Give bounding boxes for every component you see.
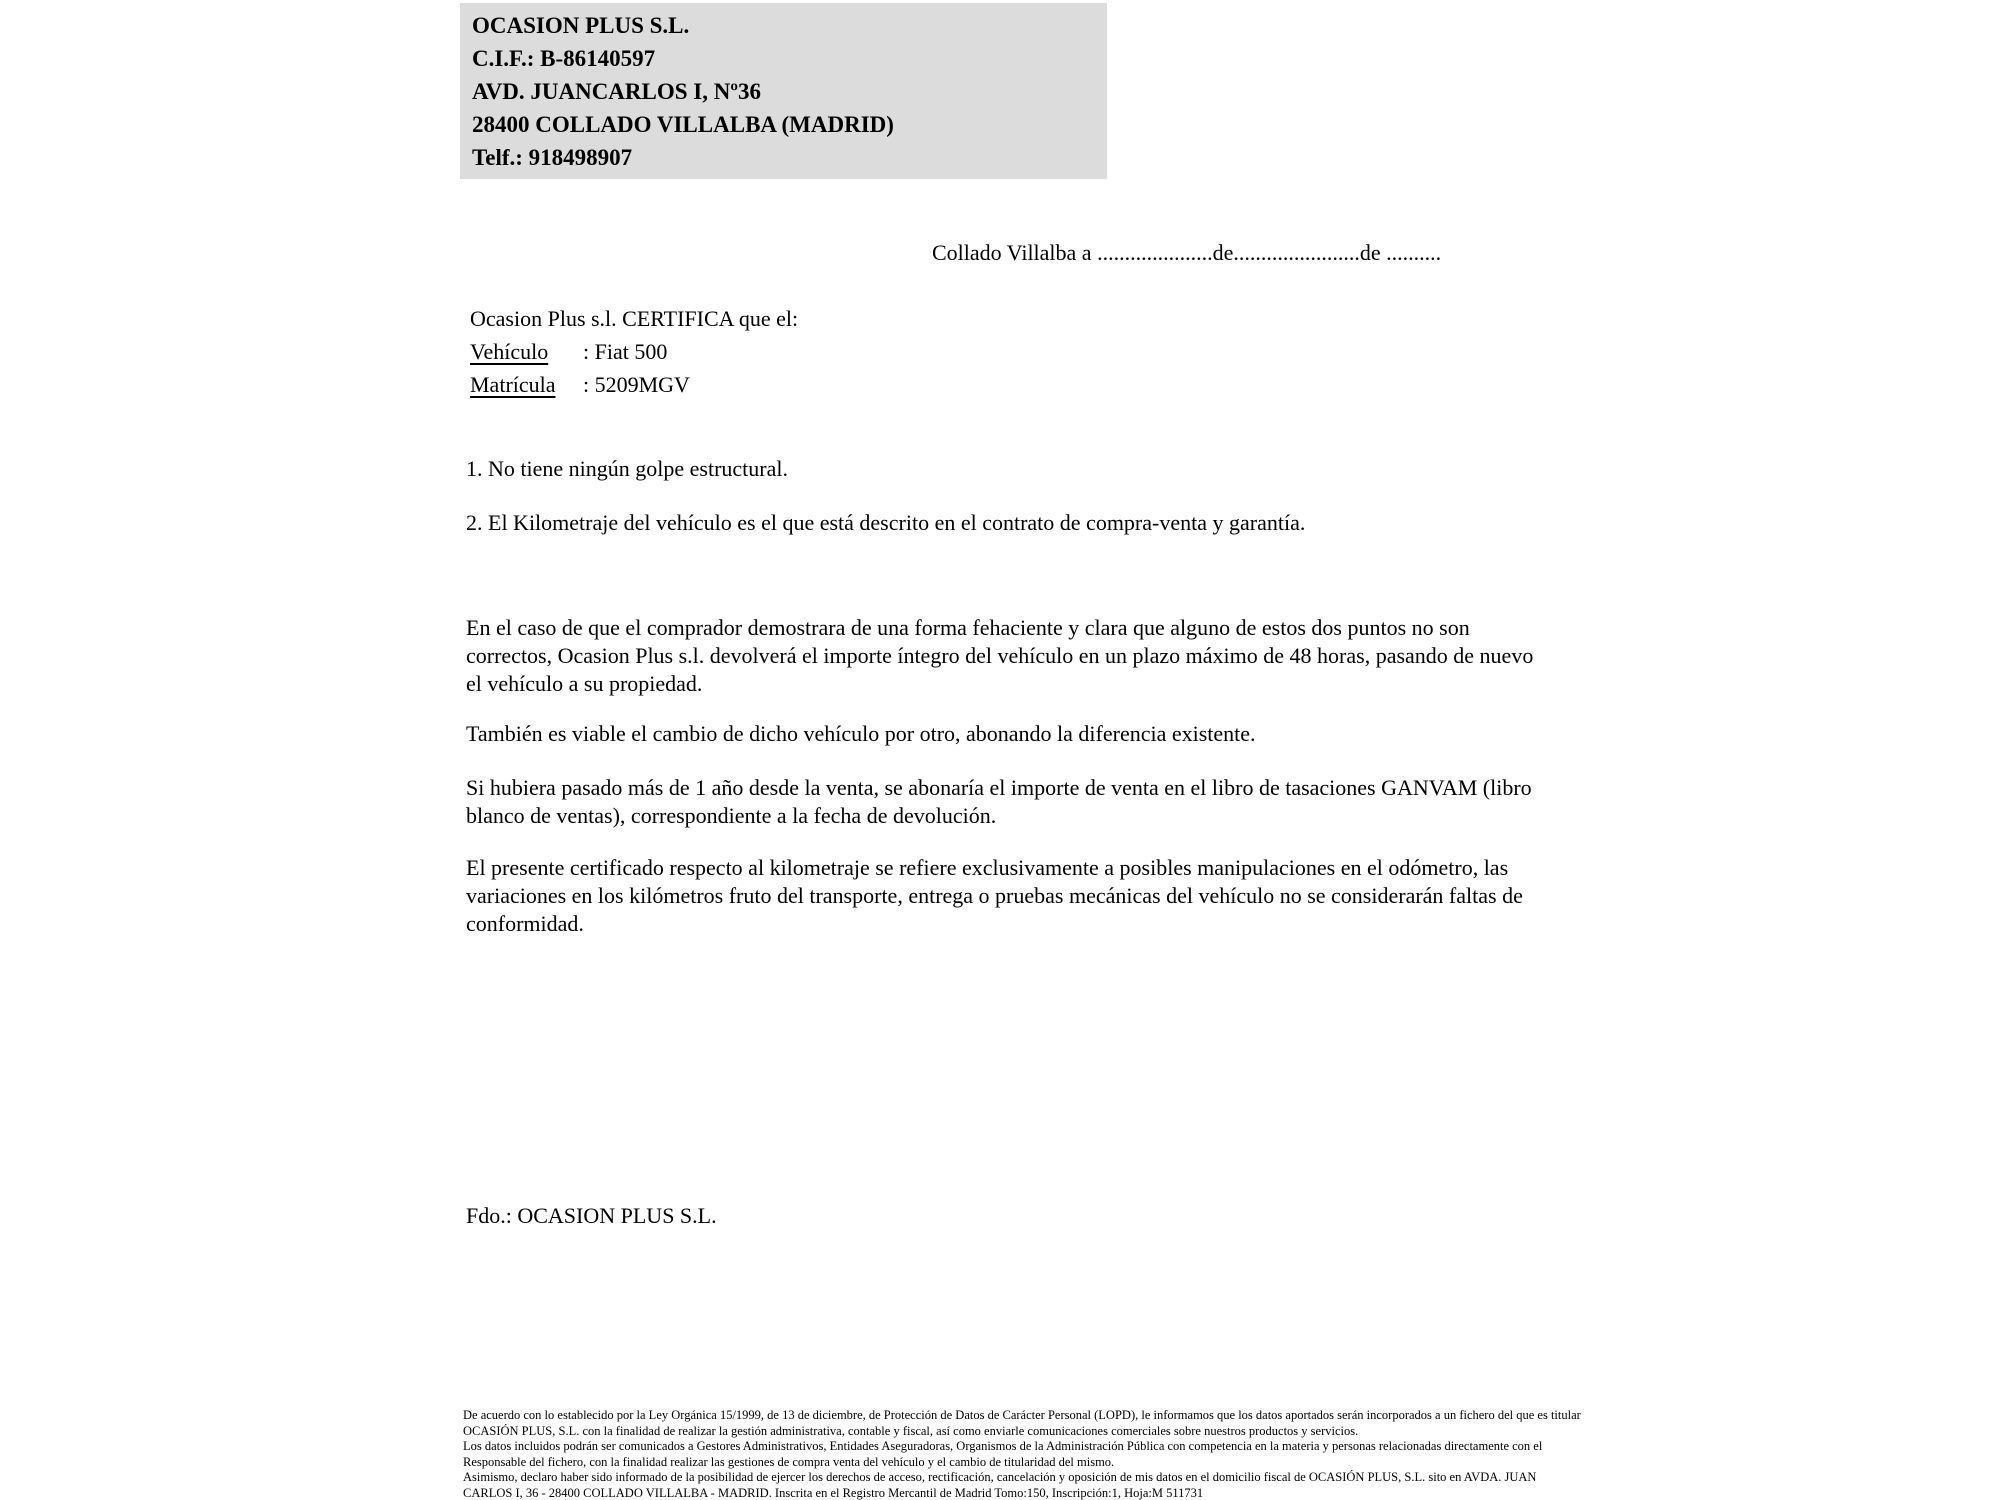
legal-footer-line-3: Los datos incluidos podrán ser comunicados a Gestores Administrativos, Entidades Aseguradoras, Organismos de la Administración Pública con competencia en la materia y personas relacionadas directamente con el xyxy=(463,1439,1543,1453)
certify-section xyxy=(470,302,798,401)
plate-field xyxy=(470,368,798,401)
date-fill-in-line: Collado Villalba a .....................de.......................de .......... xyxy=(932,240,1442,265)
legal-footer-line-2: OCASIÓN PLUS, S.L. con la finalidad de realizar la gestión administrativa, contable y fiscal, así como enviarle comunicaciones comerciales sobre nuestros productos y servicios. xyxy=(463,1423,1359,1438)
legal-footer-line-4: Responsable del fichero, con la finalidad realizar las gestiones de compra venta del vehículo y el cambio de titularidad del mismo. xyxy=(463,1454,1115,1469)
vehicle-field xyxy=(470,335,798,368)
legal-footer-line-1: De acuerdo con lo establecido por la Ley Orgánica 15/1999, de 13 de diciembre, de Protección de Datos de Carácter Personal (LOPD), le informamos que los datos aportados serán incorporados a un fichero del que es titular xyxy=(463,1408,1581,1422)
plate-value: : 5209MGV xyxy=(583,372,690,397)
company-header-box xyxy=(460,3,1107,179)
vehicle-label: Vehículo xyxy=(470,339,549,364)
legal-footer-line-5: Asimismo, declaro haber sido informado de la posibilidad de ejercer los derechos de acceso, rectificación, cancelación y oposición de mis datos en el domicilio fiscal de OCASIÓN PLUS, S.L. sito en AVDA. JUAN xyxy=(463,1470,1537,1484)
legal-footer xyxy=(463,1408,1581,1500)
company-address: AVD. JUANCARLOS I, Nº36 xyxy=(472,79,761,104)
company-phone: Telf.: 918498907 xyxy=(472,145,633,170)
paragraph-exchange-clause: También es viable el cambio de dicho vehículo por otro, abonando la diferencia existente. xyxy=(466,721,1256,746)
company-name: OCASION PLUS S.L. xyxy=(472,13,690,38)
plate-label: Matrícula xyxy=(470,372,556,397)
certified-point-1: 1. No tiene ningún golpe estructural. xyxy=(466,456,788,481)
legal-footer-line-6: CARLOS I, 36 - 28400 COLLADO VILLALBA - MADRID. Inscrita en el Registro Mercantil de Madrid Tomo:150, Inscripción:1, Hoja:M 511731 xyxy=(463,1485,1204,1500)
signature-line: Fdo.: OCASION PLUS S.L. xyxy=(466,1203,717,1228)
certified-point-2: 2. El Kilometraje del vehículo es el que está descrito en el contrato de compra-venta y garantía. xyxy=(466,510,1306,535)
company-city: 28400 COLLADO VILLALBA (MADRID) xyxy=(472,112,894,137)
paragraph-ganvam-clause: Si hubiera pasado más de 1 año desde la venta, se abonaría el importe de venta en el libro de tasaciones GANVAM (libro blanco de ventas), correspondiente a la fecha de devolución. xyxy=(466,775,1532,828)
paragraph-odometer-clause: El presente certificado respecto al kilometraje se refiere exclusivamente a posibles manipulaciones en el odómetro, las variaciones en los kilómetros fruto del transporte, entrega o pruebas mecánicas del vehículo no se considerarán faltas de conformidad. xyxy=(466,855,1523,936)
company-cif: C.I.F.: B-86140597 xyxy=(472,46,656,71)
vehicle-value: : Fiat 500 xyxy=(583,339,668,364)
certify-intro: Ocasion Plus s.l. CERTIFICA que el: xyxy=(470,306,799,331)
paragraph-refund-clause: En el caso de que el comprador demostrara de una forma fehaciente y clara que alguno de estos dos puntos no son correctos, Ocasion Plus s.l. devolverá el importe íntegro del vehículo en un plazo máximo de 48 horas, pasando de nuevo el vehículo a su propiedad. xyxy=(466,615,1534,696)
